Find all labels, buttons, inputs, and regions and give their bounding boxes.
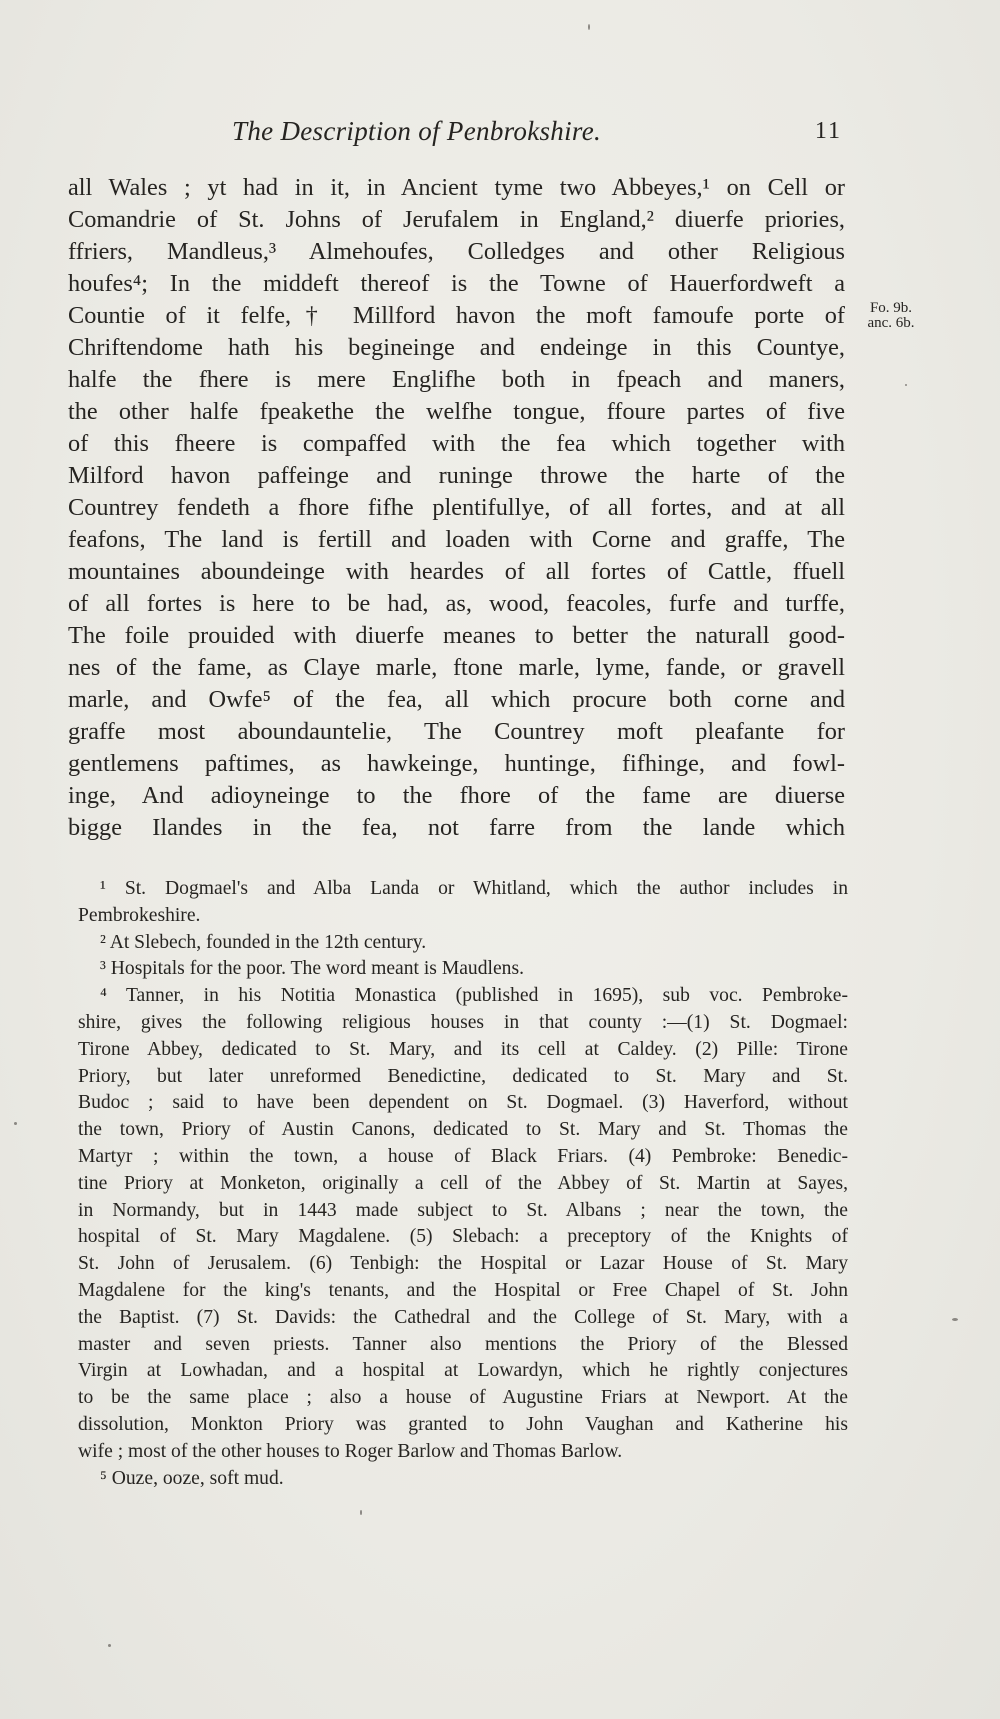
body-line: of all fortes is here to be had, as, wood, feacoles, furfe and turffe, [68, 590, 845, 617]
body-line: Milford havon paffeinge and runinge throwe the harte of the [68, 462, 845, 489]
page-number: 11 [814, 118, 842, 144]
margin-folio-note [856, 301, 926, 331]
footnotes [78, 876, 848, 1492]
footnote-line: Pembrokeshire. [78, 904, 201, 926]
footnote-line: ⁴ Tanner, in his Notitia Monastica (published in 1695), sub voc. Pembroke- [100, 985, 848, 1007]
running-head [68, 116, 848, 156]
footnote-line: ⁵ Ouze, ooze, soft mud. [100, 1467, 284, 1489]
footnote-line: in Normandy, but in 1443 made subject to St. Albans ; near the town, the [78, 1199, 848, 1221]
footnote-line: master and seven priests. Tanner also mentions the Priory of the Blessed [78, 1333, 848, 1355]
body-line: mountaines aboundeinge with heardes of all fortes of Cattle, ffuell [68, 558, 845, 585]
paper-speck [905, 384, 907, 386]
footnote-line: Virgin at Lowhadan, and a hospital at Lowardyn, which he rightly conjectures [78, 1360, 848, 1382]
body-line: inge, And adioyneinge to the fhore of the fame are diuerse [68, 782, 845, 809]
paper-speck [14, 1122, 17, 1125]
footnote-line: Tirone Abbey, dedicated to St. Mary, and its cell at Caldey. (2) Pille: Tirone [78, 1038, 848, 1060]
body-line: bigge Ilandes in the fea, not farre from the lande which [68, 814, 845, 841]
footnote-line: ¹ St. Dogmael's and Alba Landa or Whitland, which the author includes in [100, 878, 848, 899]
body-line: Chriftendome hath his begineinge and endeinge in this Countye, [68, 334, 845, 361]
footnote-line: ² At Slebech, founded in the 12th century. [100, 931, 427, 953]
footnote-line: to be the same place ; also a house of Augustine Friars at Newport. At the [78, 1387, 848, 1409]
footnote-line: the Baptist. (7) St. Davids: the Cathedral and the College of St. Mary, with a [78, 1306, 848, 1328]
body-line: of this fheere is compaffed with the fea which together with [68, 430, 845, 457]
body-line: marle, and Owfe⁵ of the fea, all which procure both corne and [68, 686, 845, 713]
folio-reference: Fo. 9b. [869, 300, 913, 316]
body-text [68, 172, 845, 844]
paper-speck [952, 1318, 958, 1321]
footnote-line: ³ Hospitals for the poor. The word meant is Maudlens. [100, 958, 524, 980]
body-line: feafons, The land is fertill and loaden with Corne and graffe, The [68, 526, 845, 553]
footnote-line: the town, Priory of Austin Canons, dedicated to St. Mary and St. Thomas the [78, 1119, 848, 1141]
paper-speck [360, 1510, 362, 1515]
footnote-line: wife ; most of the other houses to Roger Barlow and Thomas Barlow. [78, 1440, 623, 1462]
paper-speck [108, 1644, 111, 1647]
body-line: the other halfe fpeakethe the welfhe tongue, ffoure partes of five [68, 398, 845, 425]
footnote-line: tine Priory at Monketon, originally a cell of the Abbey of St. Martin at Sayes, [78, 1172, 848, 1194]
footnote-line: Magdalene for the king's tenants, and the Hospital or Free Chapel of St. John [78, 1279, 848, 1301]
body-line: Countie of it felfe,† Millford havon the moft famoufe porte of [68, 302, 845, 329]
body-line: gentlemens paftimes, as hawkeinge, huntinge, fifhinge, and fowl- [68, 750, 845, 777]
body-line: graffe most aboundauntelie, The Countrey moft pleafante for [68, 718, 845, 745]
footnote-line: dissolution, Monkton Priory was granted to John Vaughan and Katherine his [78, 1413, 848, 1435]
body-line: The foile prouided with diuerfe meanes to better the naturall good- [68, 622, 845, 649]
body-line: Countrey fendeth a fhore fifhe plentifullye, of all fortes, and at all [68, 494, 845, 521]
footnote-line: shire, gives the following religious houses in that county :—(1) St. Dogmael: [78, 1011, 848, 1033]
body-line: nes of the fame, as Claye marle, ftone marle, lyme, fande, or gravell [68, 654, 845, 681]
body-line: all Wales ; yt had in it, in Ancient tyme two Abbeyes,¹ on Cell or [68, 174, 845, 201]
footnote-line: St. John of Jerusalem. (6) Tenbigh: the Hospital or Lazar House of St. Mary [78, 1253, 848, 1275]
footnote-line: Martyr ; within the town, a house of Black Friars. (4) Pembroke: Benedic- [78, 1145, 848, 1167]
body-line: halfe the fhere is mere Englifhe both in fpeach and maners, [68, 366, 845, 393]
body-line: houfes⁴; In the middeft thereof is the Towne of Hauerfordweft a [68, 270, 845, 297]
body-line: Comandrie of St. Johns of Jerufalem in England,² diuerfe priories, [68, 206, 845, 233]
footnote-line: hospital of St. Mary Magdalene. (5) Slebach: a preceptory of the Knights of [78, 1226, 848, 1248]
footnote-line: Priory, but later unreformed Benedictine, dedicated to St. Mary and St. [78, 1065, 848, 1087]
paper-speck [588, 24, 590, 30]
ancient-folio-reference: anc. 6b. [867, 315, 915, 331]
body-line: ffriers, Mandleus,³ Almehoufes, Colledges and other Religious [68, 238, 845, 265]
running-title: The Description of Penbrokshire. [232, 116, 602, 146]
footnote-line: Budoc ; said to have been dependent on St. Dogmael. (3) Haverford, without [78, 1092, 848, 1114]
